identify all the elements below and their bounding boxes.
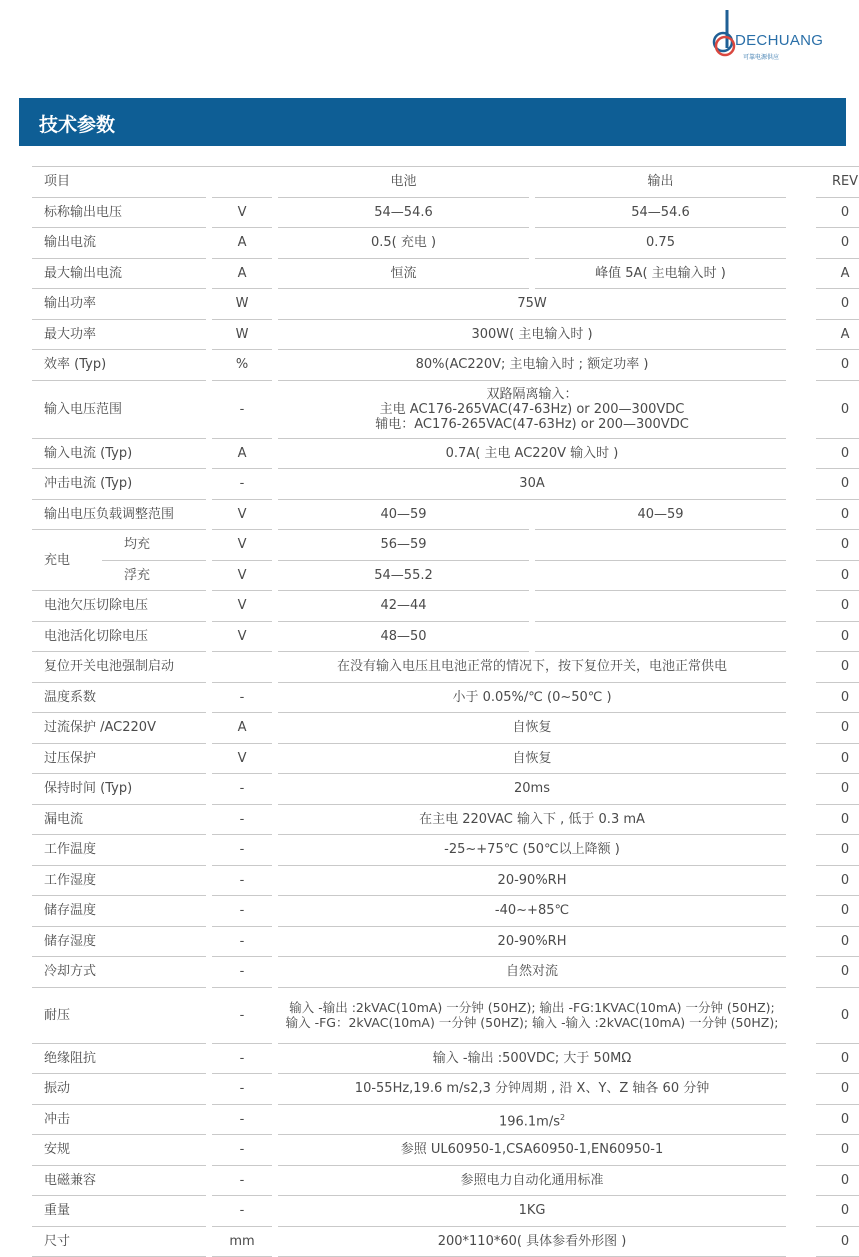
row-item: 输出电压负载调整范围: [32, 500, 206, 531]
row-unit: W: [212, 289, 272, 320]
row-item: 最大功率: [32, 320, 206, 351]
row-unit: V: [212, 530, 272, 561]
row-item: 绝缘阻抗: [32, 1044, 206, 1075]
row-rev: 0: [816, 469, 859, 500]
row-rev: 0: [816, 350, 859, 381]
row-battery: 54—54.6: [278, 198, 529, 229]
row-unit: -: [212, 1196, 272, 1227]
row-battery: 42—44: [278, 591, 529, 622]
row-unit: A: [212, 259, 272, 290]
row-battery: 54—55.2: [278, 561, 529, 592]
row-output: 0.75: [535, 228, 786, 259]
row-rev: 0: [816, 500, 859, 531]
row-rev: 0: [816, 1044, 859, 1075]
row-item: 冲击: [32, 1105, 206, 1136]
row-value: -40~+85℃: [278, 896, 786, 927]
table-row: [32, 713, 859, 744]
row-value: [278, 381, 786, 439]
table-row: [32, 774, 859, 805]
table-row: [32, 289, 859, 320]
row-unit: -: [212, 835, 272, 866]
row-value: 在没有输入电压且电池正常的情况下，按下复位开关，电池正常供电: [278, 652, 786, 683]
row-value: 0.7A( 主电 AC220V 输入时 ): [278, 439, 786, 470]
row-rev: A: [816, 259, 859, 290]
row-unit: -: [212, 988, 272, 1044]
row-value: 75W: [278, 289, 786, 320]
row-item: 储存温度: [32, 896, 206, 927]
table-row: [32, 1166, 859, 1197]
header-item: 项目: [32, 166, 206, 198]
row-unit: -: [212, 805, 272, 836]
table-row: [32, 198, 859, 229]
table-row: [32, 1044, 859, 1075]
row-battery: 恒流: [278, 259, 529, 290]
row-unit: [212, 652, 272, 683]
row-subitem: 均充: [102, 530, 206, 561]
row-item: 输入电压范围: [32, 381, 206, 439]
row-unit: -: [212, 683, 272, 714]
row-output: [535, 591, 786, 622]
row-unit: -: [212, 1135, 272, 1166]
row-rev: 0: [816, 1166, 859, 1197]
row-rev: 0: [816, 622, 859, 653]
row-output: 40—59: [535, 500, 786, 531]
row-rev: 0: [816, 866, 859, 897]
row-rev: A: [816, 320, 859, 351]
row-value: 80%(AC220V; 主电输入时 ; 额定功率 ): [278, 350, 786, 381]
row-item: 输入电流 (Typ): [32, 439, 206, 470]
value-line: 双路隔离输入：: [278, 387, 786, 402]
row-output: [535, 530, 786, 561]
row-unit: -: [212, 1166, 272, 1197]
row-output: 峰值 5A( 主电输入时 ): [535, 259, 786, 290]
row-value: 参照电力自动化通用标准: [278, 1166, 786, 1197]
row-value: 300W( 主电输入时 ): [278, 320, 786, 351]
value-line: 辅电：AC176-265VAC(47-63Hz) or 200—300VDC: [278, 417, 786, 432]
table-row: [32, 350, 859, 381]
row-unit: -: [212, 957, 272, 988]
table-row: [32, 744, 859, 775]
row-item: 电磁兼容: [32, 1166, 206, 1197]
row-rev: 0: [816, 439, 859, 470]
table-row: [32, 439, 859, 470]
row-rev: 0: [816, 591, 859, 622]
section-banner: [19, 98, 846, 146]
table-row: [32, 805, 859, 836]
row-unit: -: [212, 866, 272, 897]
row-unit: mm: [212, 1227, 272, 1257]
row-rev: 0: [816, 1196, 859, 1227]
table-row: [32, 957, 859, 988]
row-item: 最大输出电流: [32, 259, 206, 290]
table-row: [32, 896, 859, 927]
row-item: 输出功率: [32, 289, 206, 320]
row-item: 工作湿度: [32, 866, 206, 897]
table-row: [32, 228, 859, 259]
row-rev: 0: [816, 988, 859, 1044]
row-unit: -: [212, 774, 272, 805]
row-unit: -: [212, 1044, 272, 1075]
row-rev: 0: [816, 683, 859, 714]
table-row: [32, 1074, 859, 1105]
row-unit: V: [212, 622, 272, 653]
row-item: 漏电流: [32, 805, 206, 836]
row-value: 自然对流: [278, 957, 786, 988]
row-battery: 40—59: [278, 500, 529, 531]
row-rev: 0: [816, 713, 859, 744]
row-unit: A: [212, 713, 272, 744]
row-item: 充电: [32, 530, 102, 591]
row-item: 电池活化切除电压: [32, 622, 206, 653]
row-unit: V: [212, 500, 272, 531]
row-value: [278, 988, 786, 1044]
row-value: 小于 0.05%/℃ (0~50℃ ): [278, 683, 786, 714]
row-rev: 0: [816, 835, 859, 866]
row-value: 在主电 220VAC 输入下 , 低于 0.3 mA: [278, 805, 786, 836]
row-battery: 0.5( 充电 ): [278, 228, 529, 259]
row-item: 振动: [32, 1074, 206, 1105]
row-value: 20ms: [278, 774, 786, 805]
value-text: 196.1m/s: [499, 1114, 560, 1129]
row-value: 20-90%RH: [278, 866, 786, 897]
row-value: 自恢复: [278, 744, 786, 775]
row-rev: 0: [816, 805, 859, 836]
row-rev: 0: [816, 228, 859, 259]
row-item: 安规: [32, 1135, 206, 1166]
table-row: [32, 381, 859, 439]
row-output: [535, 622, 786, 653]
table-row: [32, 652, 859, 683]
row-item: 输出电流: [32, 228, 206, 259]
value-line: 主电 AC176-265VAC(47-63Hz) or 200—300VDC: [278, 402, 786, 417]
row-unit: V: [212, 198, 272, 229]
row-unit: -: [212, 381, 272, 439]
row-rev: 0: [816, 927, 859, 958]
row-value: 自恢复: [278, 713, 786, 744]
row-rev: 0: [816, 289, 859, 320]
row-value: 200*110*60( 具体参看外形图 ): [278, 1227, 786, 1257]
row-rev: 0: [816, 1105, 859, 1136]
row-unit: -: [212, 1105, 272, 1136]
brand-tagline: 可靠电源供应: [743, 52, 779, 61]
row-item: 过压保护: [32, 744, 206, 775]
row-item: 尺寸: [32, 1227, 206, 1257]
table-row: [32, 561, 859, 592]
row-item: 耐压: [32, 988, 206, 1044]
header-battery: 电池: [278, 166, 529, 198]
row-unit: -: [212, 896, 272, 927]
table-row: [32, 683, 859, 714]
header-rev: REV: [816, 166, 859, 198]
section-title: 技术参数: [39, 110, 115, 137]
table-row: [32, 835, 859, 866]
row-unit: W: [212, 320, 272, 351]
table-row: [32, 927, 859, 958]
row-unit: A: [212, 439, 272, 470]
row-value: 输入 -输出 :500VDC; 大于 50MΩ: [278, 1044, 786, 1075]
row-rev: 0: [816, 561, 859, 592]
row-item: 冷却方式: [32, 957, 206, 988]
row-unit: -: [212, 1074, 272, 1105]
row-subitem: 浮充: [102, 561, 206, 592]
row-unit: A: [212, 228, 272, 259]
table-row: [32, 866, 859, 897]
table-row: [32, 988, 859, 1044]
row-value: 1KG: [278, 1196, 786, 1227]
row-item: 电池欠压切除电压: [32, 591, 206, 622]
table-row: [32, 622, 859, 653]
row-rev: 0: [816, 652, 859, 683]
row-battery: 48—50: [278, 622, 529, 653]
row-item: 复位开关电池强制启动: [32, 652, 206, 683]
row-unit: %: [212, 350, 272, 381]
row-unit: V: [212, 561, 272, 592]
table-row: [32, 1196, 859, 1227]
table-row: [32, 469, 859, 500]
row-rev: 0: [816, 1227, 859, 1257]
brand-logo: [705, 8, 845, 62]
row-value: 参照 UL60950-1,CSA60950-1,EN60950-1: [278, 1135, 786, 1166]
row-rev: 0: [816, 896, 859, 927]
row-value: [278, 1105, 786, 1136]
row-item: 冲击电流 (Typ): [32, 469, 206, 500]
row-item: 工作温度: [32, 835, 206, 866]
table-row: [32, 591, 859, 622]
spec-table: [32, 166, 859, 1257]
table-row: [32, 1227, 859, 1257]
row-item: 温度系数: [32, 683, 206, 714]
value-line: 输入 -输出 :2kVAC(10mA) 一分钟 (50HZ); 输出 -FG:1KVAC(10mA) 一分钟 (50HZ);: [278, 1000, 786, 1015]
row-rev: 0: [816, 198, 859, 229]
row-value: 20-90%RH: [278, 927, 786, 958]
value-line: 输入 -FG：2kVAC(10mA) 一分钟 (50HZ); 输入 -输入 :2kVAC(10mA) 一分钟 (50HZ);: [278, 1015, 786, 1030]
value-superscript: 2: [560, 1113, 565, 1122]
row-rev: 0: [816, 774, 859, 805]
row-unit: V: [212, 591, 272, 622]
row-battery: 56—59: [278, 530, 529, 561]
row-value: 30A: [278, 469, 786, 500]
row-output: [535, 561, 786, 592]
row-rev: 0: [816, 1074, 859, 1105]
brand-name: DECHUANG: [735, 32, 823, 49]
row-rev: 0: [816, 744, 859, 775]
row-output: 54—54.6: [535, 198, 786, 229]
row-rev: 0: [816, 381, 859, 439]
row-item: 储存湿度: [32, 927, 206, 958]
table-row: [32, 320, 859, 351]
row-unit: V: [212, 744, 272, 775]
table-header: [32, 166, 859, 198]
row-rev: 0: [816, 957, 859, 988]
row-rev: 0: [816, 1135, 859, 1166]
row-unit: -: [212, 469, 272, 500]
table-row: [32, 1135, 859, 1166]
table-row: [32, 500, 859, 531]
row-item: 效率 (Typ): [32, 350, 206, 381]
table-row: [32, 530, 859, 561]
row-value: 10-55Hz,19.6 m/s2,3 分钟周期 , 沿 X、Y、Z 轴各 60 分钟: [278, 1074, 786, 1105]
row-item: 保持时间 (Typ): [32, 774, 206, 805]
row-item: 标称输出电压: [32, 198, 206, 229]
header-output: 输出: [535, 166, 786, 198]
row-item: 过流保护 /AC220V: [32, 713, 206, 744]
table-row: [32, 1105, 859, 1136]
row-value: -25~+75℃ (50℃以上降额 ): [278, 835, 786, 866]
row-rev: 0: [816, 530, 859, 561]
table-row: [32, 259, 859, 290]
row-item: 重量: [32, 1196, 206, 1227]
row-unit: -: [212, 927, 272, 958]
